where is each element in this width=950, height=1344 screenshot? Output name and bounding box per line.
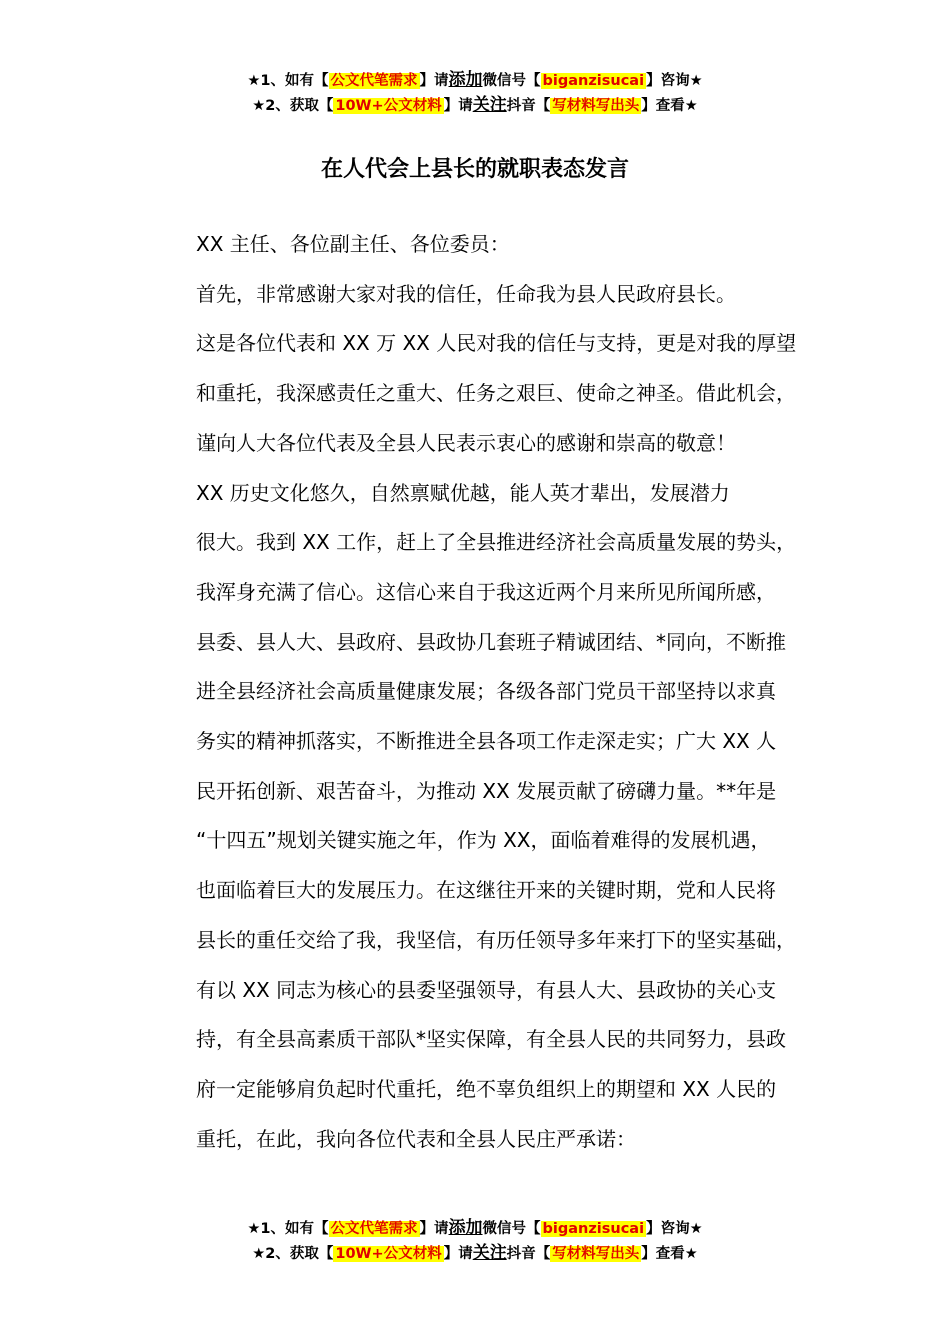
document-body [144, 220, 810, 1164]
footer-line-2: ★2、获取【 10W+公文材料 】请关注抖音【 写材料写出头 】查看★ [252, 1243, 698, 1263]
highlight-douyin: 写材料写出头 [552, 98, 640, 114]
paragraph-1: 首先，非常感谢大家对我的信任，任命我为县人民政府县长。 这是各位代表和 XX 万 XX 人民对我的信任与支持，更是对我的厚望 和重托，我深感责任之重大、任务之艰巨、使命之神圣。借此机会， 谨向人大各位代表及全县人民表示衷心的感谢和崇高的敬意！ [196, 281, 797, 455]
footer-highlight-service: 公文代笔需求 [330, 1221, 418, 1237]
highlight-service: 公文代笔需求 [330, 73, 418, 89]
footer-highlight-wechat-id: biganzisucai [542, 1221, 645, 1237]
footer-line-1: ★1、如有【 公文代笔需求 】请添加微信号【 biganzisucai 】咨询★ [247, 1218, 703, 1238]
header-banner [0, 68, 950, 118]
footer-highlight-materials: 10W+公文材料 [335, 1246, 442, 1262]
banner-line-2: ★2、获取【 10W+公文材料 】请关注抖音【 写材料写出头 】查看★ [252, 95, 698, 115]
salutation: XX 主任、各位副主任、各位委员： [196, 232, 510, 256]
footer-banner [0, 1216, 950, 1266]
document-title: 在人代会上县长的就职表态发言 [320, 157, 629, 182]
banner-line-1: ★1、如有【 公文代笔需求 】请添加微信号【 biganzisucai 】咨询★ [247, 70, 703, 90]
paragraph-2: XX 历史文化悠久，自然禀赋优越，能人英才辈出，发展潜力 很大。我到 XX 工作，赶上了全县推进经济社会高质量发展的势头， 我浑身充满了信心。这信心来自于我这近两个月来所见所闻所感， 县委、县人大、县政府、县政协几套班子精诚团结、*同向，不断推 进全县经济社会高质量健康发展；各级各部门党员干部坚持以求真 务实的精神抓落实，不断推进全县各项工作走深走实；广大 XX 人 民开拓创新、艰苦奋斗，为推动 XX 发展贡献了磅礴力量。**年是 “十四五”规划关键实施之年，作为 XX，面临着难得的发展机遇， 也面临着巨大的发展压力。在这继往开来的关键时期，党和人民将 县长的重任交给了我，我坚信，有历任领导多年来打下的坚实基础， 有以 XX 同志为核心的县委坚强领导，有县人大、县政协的关心支 持，有全县高素质干部队*坚实保障，有全县人民的共同努力，县政 府一定能够肩负起时代重托，绝不辜负组织上的期望和 XX 人民的 重托，在此，我向各位代表和全县人民庄严承诺： [196, 480, 797, 1151]
footer-highlight-douyin: 写材料写出头 [552, 1246, 640, 1262]
highlight-materials: 10W+公文材料 [335, 98, 442, 114]
highlight-wechat-id: biganzisucai [542, 73, 645, 89]
